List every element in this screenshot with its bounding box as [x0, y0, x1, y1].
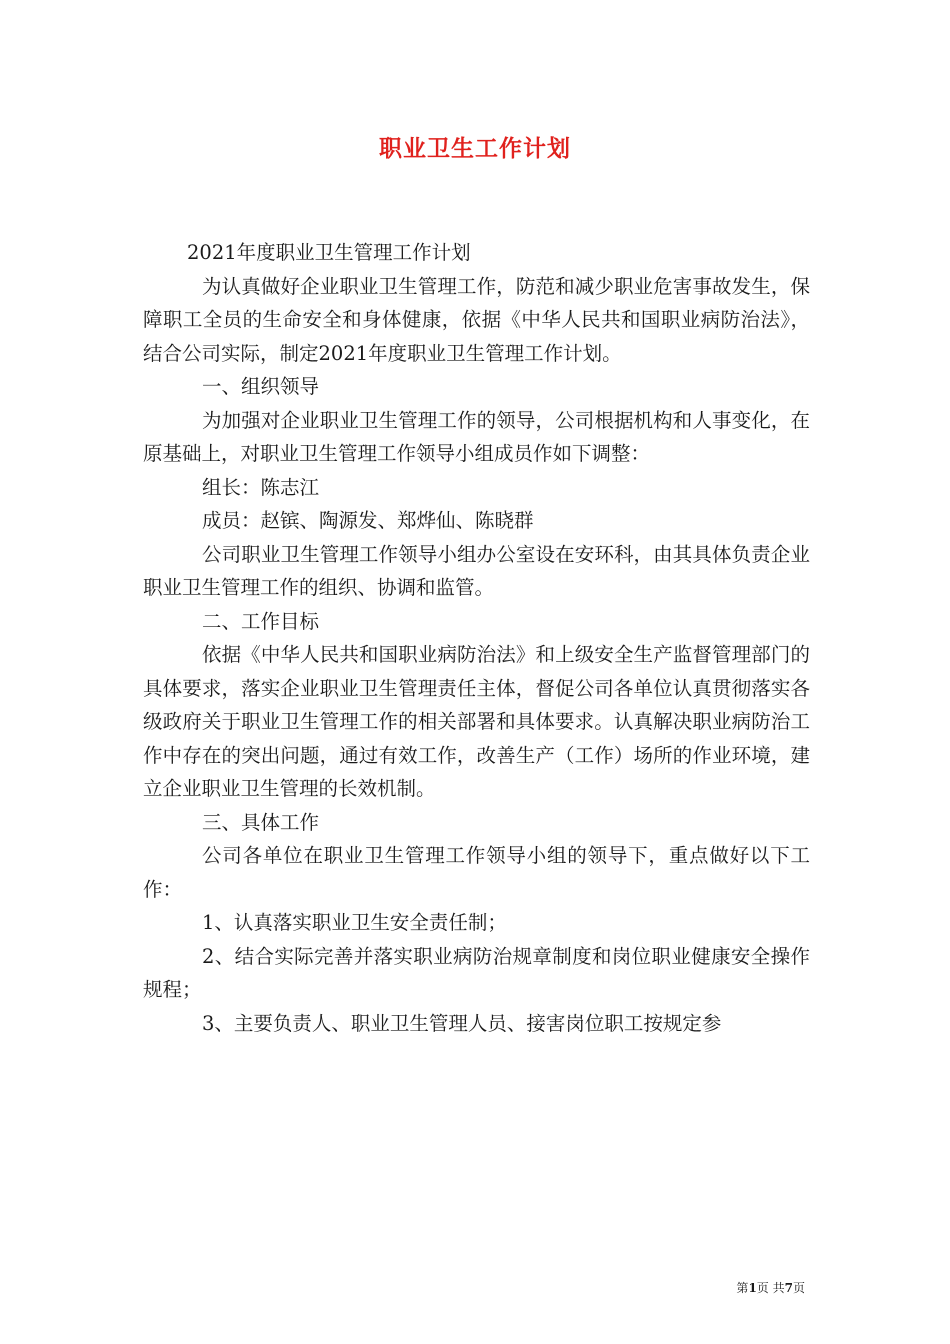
paragraph-goals: 依据《中华人民共和国职业病防治法》和上级安全生产监督管理部门的具体要求，落实企业职业卫生管理责任主体，督促公司各单位认真贯彻落实各级政府关于职业卫生管理工作的相关部署和具体要求。认真解决职业病防治工作中存在的突出问题，通过有效工作，改善生产（工作）场所的作业环境，建立企业职业卫生管理的长效机制。 [143, 643, 810, 800]
paragraph-org: 为加强对企业职业卫生管理工作的领导，公司根据机构和人事变化，在原基础上，对职业卫生管理工作领导小组成员作如下调整： [143, 408, 810, 465]
list-item-2: 2、结合实际完善并落实职业病防治规章制度和岗位职业健康安全操作规程； [143, 944, 810, 1001]
total-pages: 7 [784, 1281, 793, 1295]
section-heading-1: 一、组织领导 [202, 375, 320, 398]
list-item-3: 3、主要负责人、职业卫生管理人员、接害岗位职工按规定参 [202, 1011, 722, 1035]
document-title: 职业卫生工作计划 [379, 136, 571, 162]
page-number [736, 1279, 805, 1296]
section-heading-2: 二、工作目标 [202, 609, 320, 633]
team-leader: 组长：陈志江 [202, 475, 320, 499]
section-heading-3: 三、具体工作 [202, 810, 320, 834]
page-middle: 页 共 [756, 1281, 785, 1295]
plan-subtitle: 2021年度职业卫生管理工作计划 [187, 241, 471, 264]
current-page: 1 [748, 1281, 757, 1295]
paragraph-intro: 为认真做好企业职业卫生管理工作，防范和减少职业危害事故发生，保障职工全员的生命安全和身体健康，依据《中华人民共和国职业病防治法》，结合公司实际，制定2021年度职业卫生管理工作计划。 [143, 274, 810, 365]
document-body [143, 236, 810, 1040]
paragraph-office: 公司职业卫生管理工作领导小组办公室设在安环科，由其具体负责企业职业卫生管理工作的组织、协调和监管。 [143, 542, 810, 599]
team-members: 成员：赵镔、陶源发、郑烨仙、陈晓群 [202, 509, 534, 532]
paragraph-work: 公司各单位在职业卫生管理工作领导小组的领导下，重点做好以下工作： [143, 844, 810, 901]
list-item-1: 1、认真落实职业卫生安全责任制； [202, 911, 507, 934]
page-suffix: 页 [792, 1281, 805, 1295]
page-prefix: 第 [736, 1281, 749, 1295]
